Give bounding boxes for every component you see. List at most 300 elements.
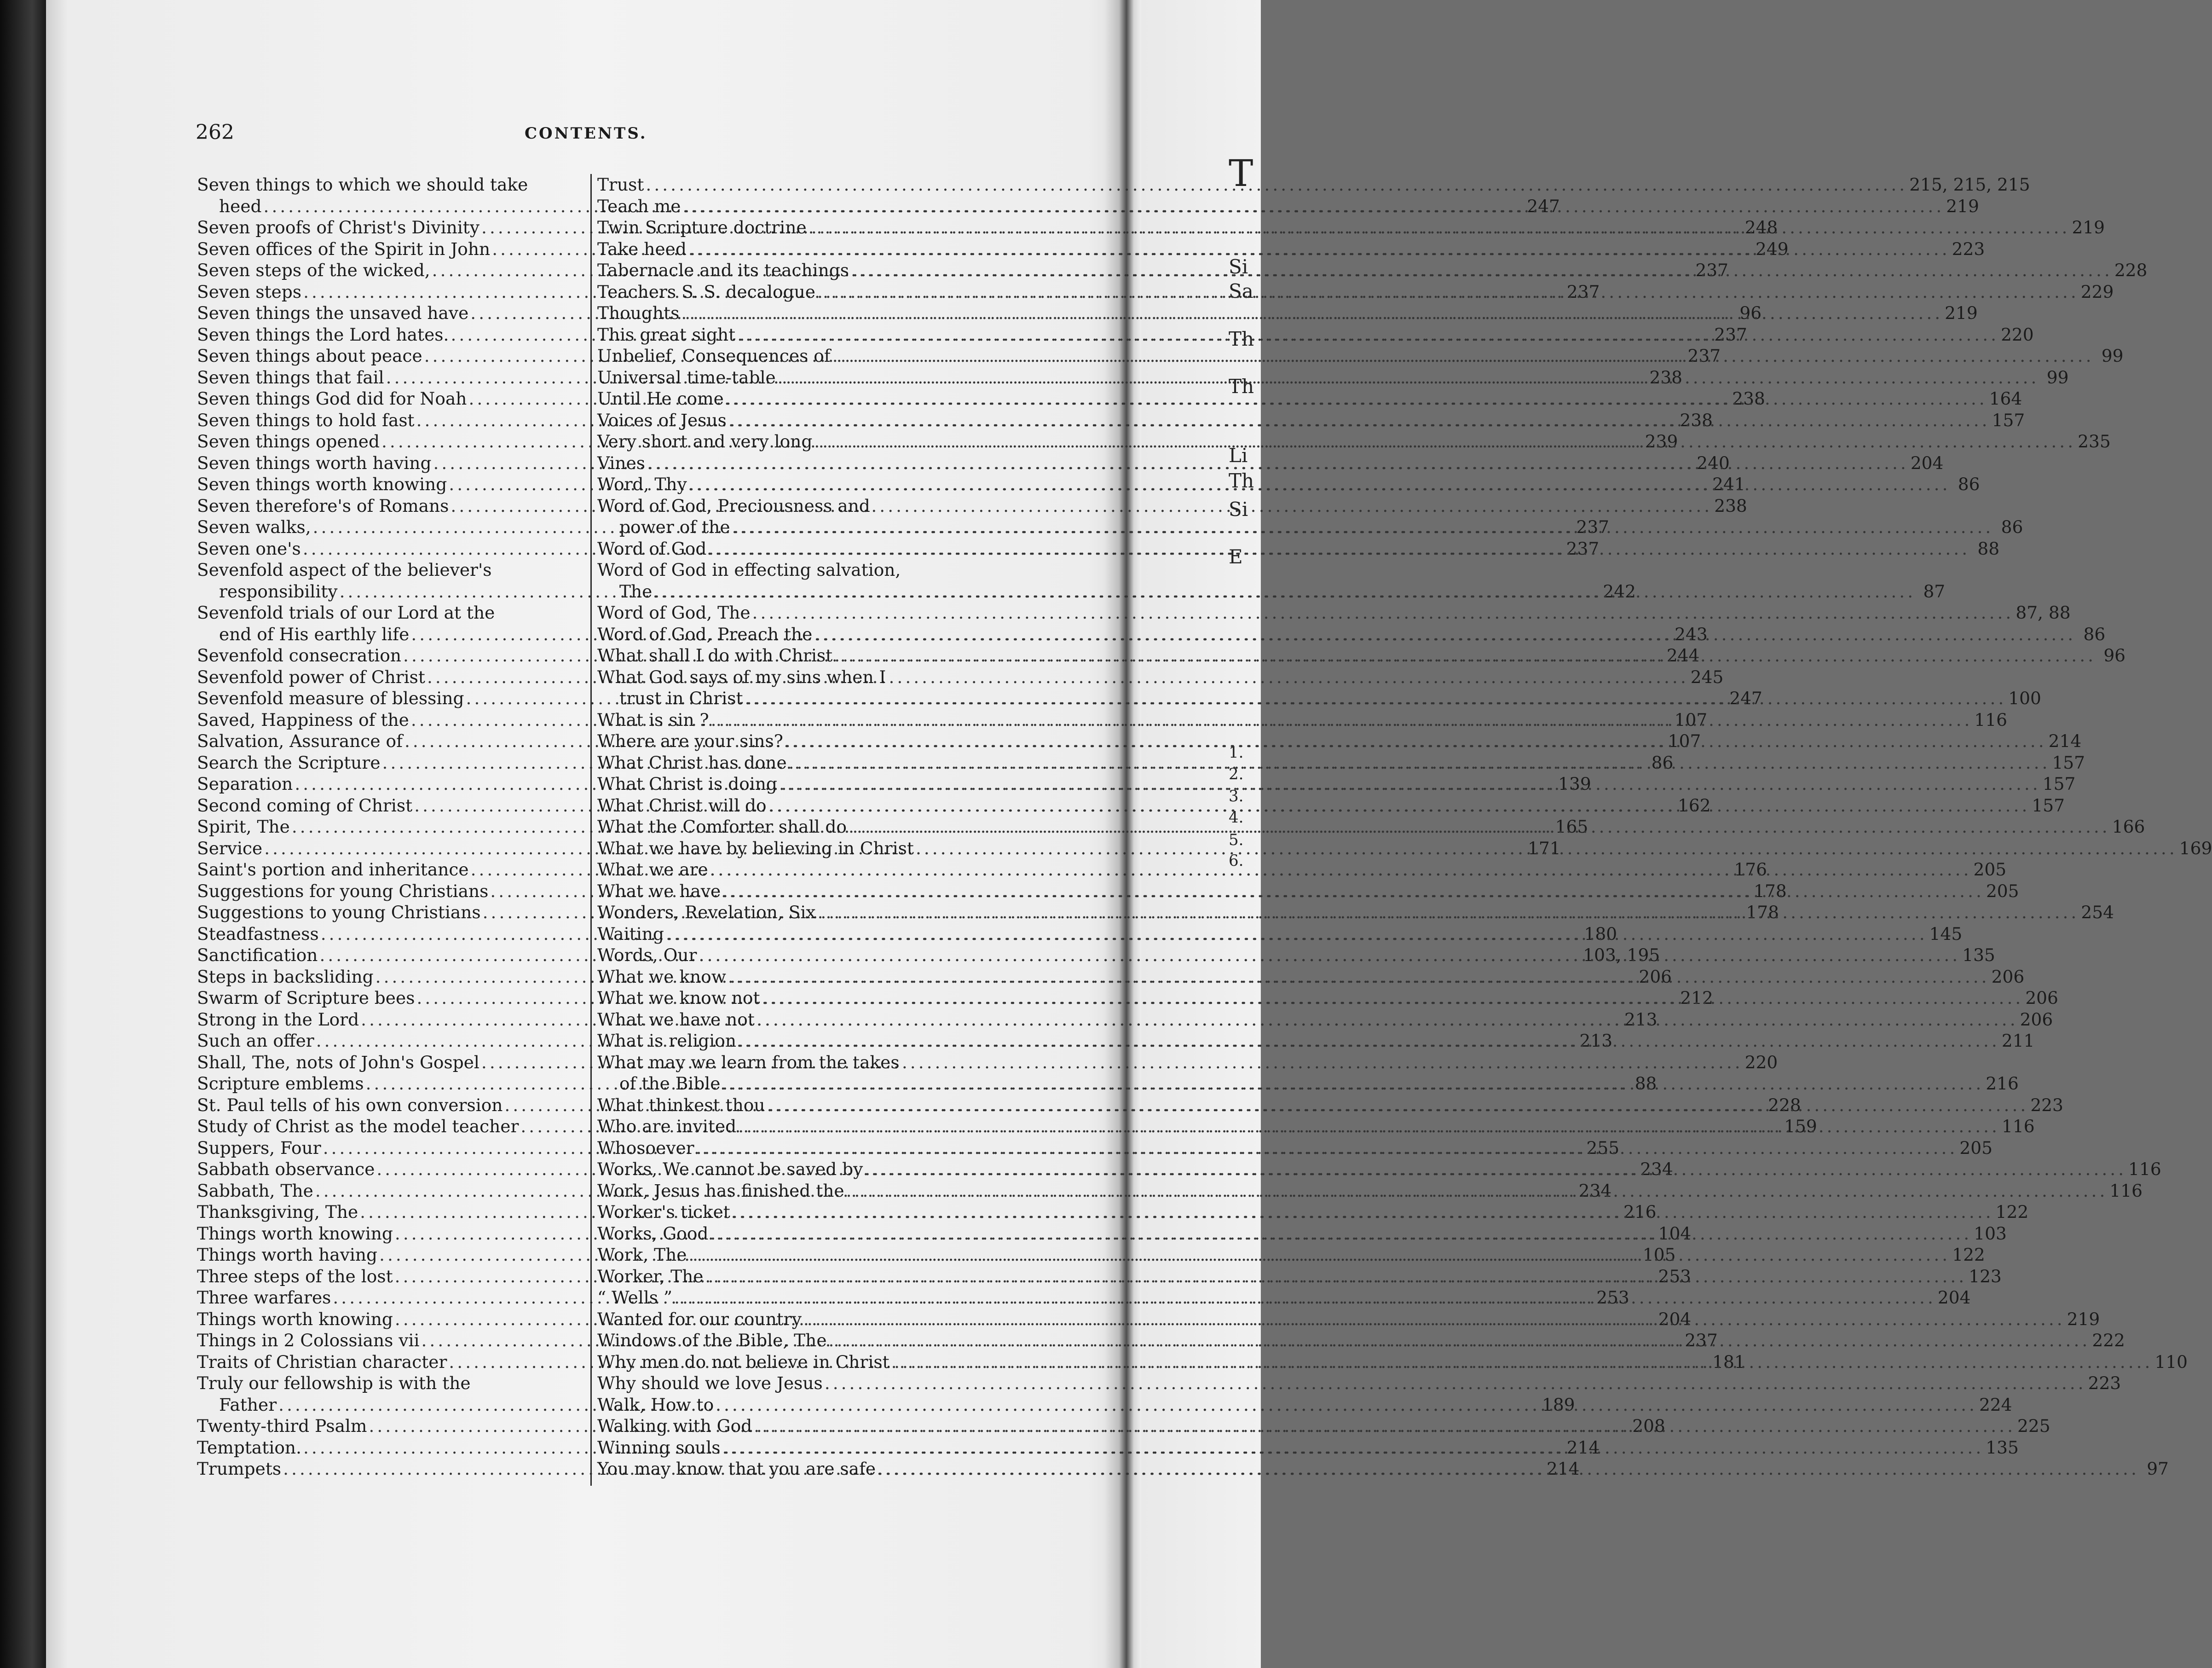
entry-page-number: 237 <box>1695 260 1729 280</box>
dot-leader <box>847 816 2112 838</box>
contents-entry-line <box>597 602 2071 624</box>
entry-title: Waiting <box>597 923 664 944</box>
entry-page-number: 122 <box>1952 1245 1985 1265</box>
adjacent-fragment: 3. <box>1229 787 1244 805</box>
dot-leader <box>709 709 1975 731</box>
dot-leader <box>703 1266 1969 1287</box>
entry-title: Until He come <box>597 388 724 409</box>
contents-entry-line <box>597 966 2025 988</box>
entry-title: The <box>619 581 653 602</box>
entry-title: Search the Scripture <box>197 752 381 773</box>
dot-leader <box>720 1437 1986 1459</box>
entry-page-number: 234 <box>1578 1180 1612 1201</box>
entry-page-number: 206 <box>2025 988 2058 1008</box>
entry-page-number: 235 <box>2078 431 2111 452</box>
entry-page-number: 135 <box>1962 945 1995 965</box>
entry-title: Seven things that fail <box>197 367 384 388</box>
entry-page-number: 181 <box>1712 1351 1745 1372</box>
entry-title: Salvation, Assurance of <box>197 731 403 751</box>
adjacent-fragment: 1. <box>1229 743 1244 762</box>
entry-page-number: 223 <box>1952 238 1985 259</box>
entry-title: Separation <box>197 774 293 794</box>
contents-entry-line <box>597 1373 2121 1394</box>
dot-leader <box>823 1373 2088 1394</box>
adjacent-fragment: 5. <box>1229 831 1244 849</box>
entry-page-number: 96 <box>2103 645 2126 666</box>
entry-title: Word of God, Preach the <box>597 624 813 644</box>
dot-leader <box>644 174 1909 196</box>
entry-page-number: 107 <box>1668 731 1701 751</box>
entry-page-number: 208 <box>1632 1416 1665 1436</box>
entry-page-number: 241 <box>1712 474 1745 494</box>
dot-leader <box>672 1287 1938 1309</box>
dot-leader <box>687 474 1952 495</box>
contents-entry-line <box>597 1052 984 1073</box>
entry-page-number: 247 <box>1527 196 1560 216</box>
entry-page-number: 216 <box>1623 1202 1657 1222</box>
entry-page-number: 223 <box>2088 1373 2121 1393</box>
dot-leader <box>889 1351 2155 1373</box>
entry-page-number: 214 <box>1566 1437 1600 1458</box>
entry-title: What the Comforter shall do <box>597 817 847 837</box>
entry-page-number: 219 <box>2067 1309 2100 1329</box>
entry-page-number: 220 <box>2001 324 2034 345</box>
entry-title: power of the <box>619 517 730 537</box>
entry-page-number: 205 <box>1973 859 2007 880</box>
entry-title: Seven things God did for Noah <box>197 388 467 409</box>
adjacent-fragment: Th <box>1229 328 1254 350</box>
dot-leader <box>876 1458 2141 1480</box>
adjacent-fragment: 6. <box>1229 851 1244 870</box>
entry-page-number: 228 <box>2114 260 2148 280</box>
dot-leader <box>802 1309 2067 1330</box>
dot-leader <box>694 1137 1960 1159</box>
entry-title: St. Paul tells of his own conversion <box>197 1095 503 1115</box>
entry-title: Why men do not believe in Christ <box>597 1351 889 1372</box>
entry-title: responsibility <box>219 581 338 602</box>
dot-leader <box>714 1394 1979 1416</box>
entry-title: Who are invited <box>597 1116 737 1136</box>
entry-page-number: 206 <box>2020 1009 2053 1030</box>
contents-entry-line <box>597 174 2030 196</box>
entry-title: You may know that you are safe <box>597 1459 876 1479</box>
entry-title: Windows of the Bible, The <box>597 1330 827 1350</box>
entry-page-number: 213 <box>1624 1009 1658 1030</box>
entry-page-number: 240 <box>1697 452 1730 473</box>
dot-leader <box>724 388 1989 410</box>
dot-leader <box>752 1415 2017 1437</box>
entry-page-number: 229 <box>2080 281 2114 302</box>
dot-leader <box>708 859 1974 880</box>
entry-title: Steps in backsliding <box>197 966 374 987</box>
contents-entry-line <box>197 174 537 196</box>
entry-page-number: 86 <box>2083 624 2106 644</box>
entry-title: Things worth knowing <box>197 1223 393 1244</box>
dot-leader <box>730 1201 1996 1223</box>
entry-page-number: 247 <box>1729 688 1762 708</box>
entry-page-number: 123 <box>1969 1266 2002 1286</box>
dot-leader <box>765 1095 2031 1116</box>
entry-page-number: 88 <box>1977 538 2000 559</box>
entry-page-number: 205 <box>1959 1137 1993 1158</box>
dot-leader <box>776 367 2041 388</box>
dot-leader <box>777 773 2043 795</box>
entry-title: heed <box>219 196 262 216</box>
entry-title: Things in 2 Colossians vii <box>197 1330 420 1350</box>
contents-entry-line <box>597 495 984 517</box>
entry-page-number: 237 <box>1566 538 1600 559</box>
entry-page-number: 219 <box>2072 217 2105 237</box>
dot-leader <box>721 880 1986 902</box>
contents-entry-line <box>597 559 984 581</box>
entry-title: This great sight <box>597 324 736 345</box>
entry-title: Works, We cannot be saved by <box>597 1159 863 1179</box>
entry-title: What we know not <box>597 988 760 1008</box>
adjacent-fragment: Si <box>1229 498 1248 521</box>
entry-title: Trumpets <box>197 1459 282 1479</box>
entry-page-number: 116 <box>2001 1116 2035 1136</box>
entry-page-number: 157 <box>1992 410 2025 430</box>
entry-page-number: 228 <box>1768 1095 1801 1115</box>
entry-page-number: 145 <box>1929 923 1963 944</box>
entry-page-number: 213 <box>1579 1031 1613 1051</box>
entry-page-number: 189 <box>1542 1394 1575 1415</box>
entry-title: Swarm of Scripture bees <box>197 988 415 1008</box>
entry-title: Tabernacle and its teachings <box>597 260 849 280</box>
dot-leader <box>652 581 1917 602</box>
dot-leader <box>743 688 2009 709</box>
entry-page-number: 248 <box>1744 217 1778 237</box>
dot-leader <box>787 752 2052 774</box>
entry-title: Worker's ticket <box>597 1202 730 1222</box>
entry-page-number: 216 <box>1986 1073 2019 1094</box>
entry-page-number: 255 <box>1586 1137 1620 1158</box>
entry-page-number: 206 <box>1991 966 2025 987</box>
entry-page-number: 105 <box>1642 1245 1676 1265</box>
dot-leader <box>863 1158 2128 1180</box>
entry-page-number: 165 <box>1555 817 1588 837</box>
entry-page-number: 86 <box>1651 752 1674 773</box>
dot-leader <box>783 730 2049 752</box>
entry-page-number: 96 <box>1739 303 1762 323</box>
adjacent-page-glyph: T <box>1229 152 1253 195</box>
dot-leader <box>735 324 2001 346</box>
dot-leader <box>706 538 1972 560</box>
entry-title: What Christ has done <box>597 752 787 773</box>
column-divider <box>590 174 592 1486</box>
dot-leader <box>831 345 2096 367</box>
entry-title: Suggestions for young Christians <box>197 880 489 901</box>
entry-title: What we have by believing in Christ <box>597 838 914 858</box>
entry-page-number: 116 <box>2128 1159 2161 1179</box>
adjacent-fragment: Li <box>1229 444 1248 467</box>
entry-title: Works, Good <box>597 1223 709 1244</box>
entry-title: Suppers, Four <box>197 1137 321 1158</box>
entry-title: What shall I do with Christ <box>597 645 833 666</box>
entry-page-number: 237 <box>1687 346 1721 366</box>
dot-leader <box>736 1116 2002 1137</box>
entry-page-number: 204 <box>1910 452 1944 473</box>
entry-title: Sevenfold trials of our Lord at the <box>197 602 495 623</box>
entry-title: Second coming of Christ <box>197 795 413 816</box>
page-number: 262 <box>196 121 234 144</box>
dot-leader <box>807 217 2072 238</box>
entry-title: Seven steps of the wicked, <box>197 260 430 280</box>
entry-page-number: 162 <box>1678 795 1711 816</box>
entry-page-number: 245 <box>1690 666 1724 687</box>
dot-leader <box>697 944 1962 966</box>
dot-leader <box>730 516 1996 538</box>
entry-title: Word, Thy <box>597 474 687 494</box>
entry-title: Sevenfold consecration <box>197 645 402 666</box>
entry-title: Sevenfold power of Christ <box>197 666 425 687</box>
entry-title: What God says of my sins when I <box>597 666 886 687</box>
entry-title: Father <box>219 1394 277 1415</box>
entry-page-number: 116 <box>2109 1180 2143 1201</box>
entry-title: Saint's portion and inheritance <box>197 859 469 880</box>
dot-leader <box>664 923 1929 945</box>
entry-title: Whosoever <box>597 1137 694 1158</box>
entry-page-number: 157 <box>2052 752 2085 773</box>
entry-title: Seven things the unsaved have <box>197 303 469 323</box>
entry-page-number: 237 <box>1685 1330 1718 1350</box>
dot-leader <box>816 902 2081 923</box>
entry-page-number: 110 <box>2154 1351 2188 1372</box>
adjacent-fragment: Th <box>1229 469 1254 492</box>
contents-entry-line <box>197 1373 537 1394</box>
entry-page-number: 205 <box>1986 880 2019 901</box>
entry-title: Seven proofs of Christ's Divinity <box>197 217 480 237</box>
entry-page-number: 219 <box>1946 196 1979 216</box>
entry-title: Where are your sins? <box>597 731 783 751</box>
entry-page-number: 211 <box>2001 1031 2035 1051</box>
entry-page-number: 164 <box>1989 388 2022 409</box>
entry-page-number: 87, 88 <box>2016 602 2071 623</box>
entry-title: Scripture emblems <box>197 1073 364 1094</box>
entry-title: Things worth knowing <box>197 1309 393 1329</box>
dot-leader <box>812 431 2078 452</box>
contents-entry-line <box>197 602 537 624</box>
entry-title: What Christ is doing <box>597 774 777 794</box>
entry-page-number: 244 <box>1666 645 1700 666</box>
dot-leader <box>815 281 2081 303</box>
entry-title: Service <box>197 838 263 858</box>
entry-title: “ Wells ” <box>597 1287 673 1308</box>
dot-leader <box>687 238 1952 260</box>
entry-title: Work, The <box>597 1245 687 1265</box>
entry-page-number: 238 <box>1714 495 1747 516</box>
entry-title: Voices of Jesus <box>597 410 727 430</box>
dot-leader <box>767 795 2032 817</box>
entry-title: Walk, How to <box>597 1394 714 1415</box>
dot-leader <box>720 1073 1986 1095</box>
entry-title: Things worth having <box>197 1245 378 1265</box>
dot-leader <box>679 302 1945 324</box>
entry-page-number: 116 <box>1974 709 2007 730</box>
running-head: CONTENTS. <box>525 124 647 143</box>
dot-leader <box>751 602 2016 624</box>
entry-page-number: 254 <box>2081 902 2114 922</box>
adjacent-fragment: 2. <box>1229 765 1244 783</box>
dot-leader <box>736 1030 2002 1052</box>
entry-title: Twenty-third Psalm <box>197 1416 367 1436</box>
entry-title: Wanted for our country <box>597 1309 802 1329</box>
dot-leader <box>687 1244 1952 1266</box>
entry-title: Saved, Happiness of the <box>197 709 409 730</box>
entry-title: end of His earthly life <box>219 624 410 644</box>
entry-title: Thoughts <box>597 303 680 323</box>
entry-title: Universal time-table <box>597 367 776 388</box>
entry-title: Word of God, Preciousness and <box>597 495 870 516</box>
entry-page-number: 253 <box>1658 1266 1692 1286</box>
adjacent-fragment: E <box>1229 545 1243 568</box>
entry-page-number: 214 <box>1546 1459 1580 1479</box>
entry-page-number: 97 <box>2147 1459 2169 1479</box>
dot-leader <box>755 1009 2020 1031</box>
entry-title: Wonders, Revelation, Six <box>597 902 816 922</box>
entry-page-number: 159 <box>1784 1116 1817 1136</box>
entry-page-number: 237 <box>1576 517 1610 537</box>
entry-title: Unbelief, Consequences of <box>597 346 831 366</box>
dot-leader <box>849 260 2114 281</box>
entry-page-number: 88 <box>1634 1073 1657 1094</box>
entry-page-number: 223 <box>2030 1095 2063 1115</box>
entry-title: Three warfares <box>197 1287 331 1308</box>
adjacent-fragment: Sa <box>1229 280 1253 302</box>
entry-page-number: 107 <box>1674 709 1708 730</box>
entry-page-number: 206 <box>1639 966 1672 987</box>
entry-page-number: 234 <box>1640 1159 1673 1179</box>
dot-leader <box>844 1180 2110 1202</box>
entry-title: Seven steps <box>197 281 302 302</box>
entry-page-number: 238 <box>1649 367 1683 388</box>
adjacent-fragment: Th <box>1229 375 1254 398</box>
entry-page-number: 157 <box>2032 795 2065 816</box>
entry-title: Words, Our <box>597 945 697 965</box>
dot-leader <box>812 624 2078 645</box>
entry-page-number: 237 <box>1566 281 1600 302</box>
entry-title: Truly our fellowship is with the <box>197 1373 471 1393</box>
entry-page-number: 238 <box>1732 388 1765 409</box>
adjacent-fragment: Si <box>1229 255 1248 278</box>
entry-title: Seven things to hold fast <box>197 410 415 430</box>
entry-page-number: 212 <box>1680 988 1713 1008</box>
entry-page-number: 104 <box>1658 1223 1692 1244</box>
entry-page-number: 99 <box>2046 367 2069 388</box>
entry-title: Seven offices of the Spirit in John <box>197 238 491 259</box>
entry-page-number: 225 <box>2017 1416 2050 1436</box>
entry-page-number: 86 <box>1958 474 1980 494</box>
entry-page-number: 176 <box>1734 859 1767 880</box>
dot-leader <box>914 838 2179 859</box>
entry-title: What is sin ? <box>597 709 709 730</box>
entry-title: Three steps of the lost <box>197 1266 393 1286</box>
entry-page-number: 204 <box>1937 1287 1971 1308</box>
entry-title: Twin Scripture doctrine <box>597 217 807 237</box>
entry-page-number: 135 <box>1986 1437 2019 1458</box>
entry-title: Word of God, The <box>597 602 751 623</box>
entry-title: What Christ will do <box>597 795 767 816</box>
entry-title: Teachers S. S. decalogue <box>597 281 815 302</box>
entry-page-number: 103 <box>1974 1223 2007 1244</box>
entry-title: What may we learn from the takes <box>597 1052 900 1072</box>
book-spine-edge <box>0 0 46 1668</box>
entry-page-number: 238 <box>1680 410 1713 430</box>
entry-title: Seven things the Lord hates. <box>197 324 449 345</box>
dot-leader <box>681 196 1946 217</box>
entry-title: Study of Christ as the model teacher <box>197 1116 519 1136</box>
entry-page-number: 253 <box>1596 1287 1629 1308</box>
dot-leader <box>760 987 2026 1009</box>
entry-title: Seven things opened <box>197 431 380 452</box>
entry-page-number: 87 <box>1923 581 1946 602</box>
entry-title: Walking with God <box>597 1416 752 1436</box>
entry-title: What we have <box>597 880 721 901</box>
entry-title: Trust <box>597 174 644 195</box>
dot-leader <box>727 410 1992 431</box>
entry-page-number: 99 <box>2101 346 2124 366</box>
entry-title: Sevenfold aspect of the believer's <box>197 560 492 580</box>
entry-title: Spirit, The <box>197 817 290 837</box>
entry-title: Shall, The, nots of John's Gospel <box>197 1052 479 1072</box>
entry-title: Seven things about peace <box>197 346 422 366</box>
entry-page-number: 215, 215, 215 <box>1909 174 2030 195</box>
dot-leader <box>832 645 2098 666</box>
entry-page-number: 222 <box>2092 1330 2125 1350</box>
entry-page-number: 169 <box>2179 838 2212 858</box>
entry-title: Seven therefore's of Romans <box>197 495 449 516</box>
entry-title: Worker, The <box>597 1266 704 1286</box>
entry-title: Why should we love Jesus <box>597 1373 823 1393</box>
entry-title: Seven things worth knowing <box>197 474 447 494</box>
entry-title: Suggestions to young Christians <box>197 902 481 922</box>
dot-leader <box>708 1223 1974 1245</box>
entry-title: Word of God <box>597 538 707 559</box>
entry-page-number: 224 <box>1979 1394 2012 1415</box>
entry-page-number: 219 <box>1945 303 1978 323</box>
entry-page-number: 100 <box>2008 688 2041 708</box>
entry-title: Steadfastness <box>197 923 319 944</box>
dot-leader <box>726 966 1992 988</box>
entry-page-number: 139 <box>1558 774 1591 794</box>
entry-title: trust in Christ <box>619 688 743 708</box>
entry-page-number: 220 <box>1744 1052 1778 1072</box>
entry-title: Very short and very long <box>597 431 813 452</box>
entry-title: Such an offer <box>197 1031 314 1051</box>
entry-title: Seven things worth having <box>197 452 432 473</box>
entry-title: Teach me <box>597 196 681 216</box>
contents-entry-line <box>597 666 984 688</box>
entry-page-number: 239 <box>1645 431 1678 452</box>
entry-title: What thinkest thou <box>597 1095 765 1115</box>
entry-title: Seven walks, <box>197 517 311 537</box>
entry-page-number: 178 <box>1754 880 1787 901</box>
entry-page-number: 242 <box>1603 581 1636 602</box>
entry-page-number: 157 <box>2042 774 2076 794</box>
entry-page-number: 204 <box>1658 1309 1692 1329</box>
entry-page-number: 249 <box>1756 238 1789 259</box>
entry-title: Take heed <box>597 238 687 259</box>
entry-title: Vines <box>597 452 646 473</box>
entry-page-number: 237 <box>1714 324 1747 345</box>
entry-page-number: 214 <box>2048 731 2082 751</box>
entry-title: What is religion <box>597 1031 737 1051</box>
entry-title: Traits of Christian character <box>197 1351 447 1372</box>
entry-page-number: 243 <box>1675 624 1708 644</box>
dot-leader <box>827 1330 2092 1351</box>
entry-title: Sanctification <box>197 945 318 965</box>
dot-leader <box>645 452 1911 474</box>
